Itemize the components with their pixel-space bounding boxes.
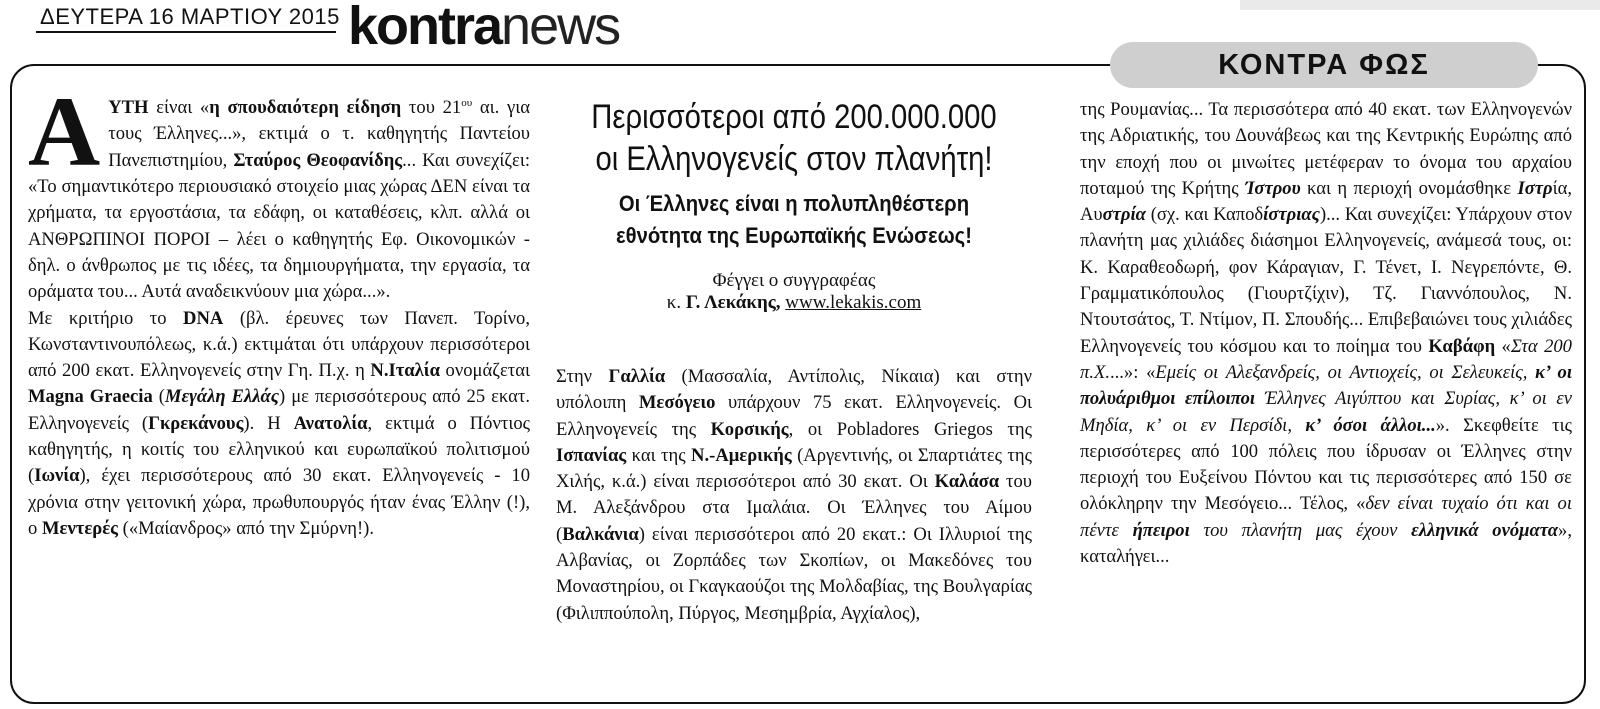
text-run: Ιστρ	[1517, 177, 1553, 199]
text-run: Με κριτήριο το	[28, 307, 184, 329]
issue-date: ΔΕΥΤΕΡΑ 16 ΜΑΡΤΙΟΥ 2015	[40, 4, 340, 29]
dropcap: Α	[28, 76, 101, 187]
author-name: Γ. Λεκάκης,	[685, 292, 781, 313]
byline-prefix: κ.	[666, 292, 682, 313]
text-run: Magna Graecia	[28, 386, 153, 408]
byline	[556, 270, 1032, 314]
text-run: κ’ όσοι άλλοι...	[1305, 414, 1436, 436]
text-run: ία, Αυ	[1080, 177, 1572, 226]
subhead-line: Οι Έλληνες είναι η πολυπληθέστερη	[618, 191, 970, 216]
text-run: του 21	[401, 97, 462, 119]
byline-line	[556, 292, 1032, 314]
text-run: και η περιοχή ονομάσθηκε	[1300, 177, 1518, 199]
text-run: ... Και συνεχίζει: «Το σημαντικότερο περιουσιακό στοιχείο μιας χώρας ΔΕΝ είναι τα χρήματα, τα εργοστάσια, τα εδάφη, οι καταθέσεις, κλπ. αλλά οι ΑΝΘΡΩΠΙΝΟΙ ΠΟΡΟΙ – λέει ο καθηγητής Εφ. Οικονομικών - δηλ. ο άνθρωπος με τις ιδέες, τα δημιουργήματα, την εργασία, τα οράματα του... Αυτά αναδεικνύουν μια χώρα...».	[28, 149, 530, 303]
text-run: αι. για τους Έλληνες...», εκτιμά ο τ. καθηγητής Παντείου Πανεπιστημίου,	[108, 97, 530, 171]
text-run: ). Η	[243, 412, 294, 434]
paragraph-2	[28, 306, 530, 543]
text-run: (σχ. και Καποδ	[1145, 204, 1264, 226]
text-run: )... Και συνεχίζει: Υπάρχουν στον πλανήτη μας χιλιάδες διάσημοι Ελληνογενείς, ανάμεσά τους, οι: Κ. Καραθεοδωρή, φον Κάραγιαν, Γ. Τένετ, Ι. Νεγρεπόντε, Θ. Γραμματικόπουλος (Γιουρτζίχιν), Τζ. Γιαννόπουλος, Ν. Ντουτσάτος, Τ. Ντίμον, Π. Σπουδής... Επιβεβαιώνει τους χιλιάδες Ελληνογενείς του κόσμου και το ποίημα του	[1080, 204, 1572, 357]
masthead-light: news	[501, 0, 620, 56]
text-run: ». Σκεφθείτε τις περισσότερες από 100 πόλεις που ίδρυσαν οι Έλληνες στην περιοχή του Ευξείνου Πόντου και τις περισσότερες από 150 σε ολόκληρην την Μεσόγειο... Τέλος, «	[1080, 414, 1572, 515]
masthead-bold: kontra	[348, 0, 502, 56]
headline-block	[556, 96, 1032, 314]
article-column-2	[556, 364, 1032, 627]
text-run: ...»: «	[1109, 361, 1156, 383]
paragraph-1	[28, 76, 530, 306]
text-run: Μεντερές	[41, 517, 119, 539]
text-run: κ’ οι πολυάριθμοι επίλοιποι	[1080, 361, 1572, 410]
subhead-line: εθνότητα της Ευρωπαϊκής Ενώσεως!	[616, 223, 972, 248]
text-run: », καταλήγει...	[1080, 519, 1572, 568]
superscript: ου	[461, 97, 473, 109]
text-run: υπάρχουν 75 εκατ. Ελληνογενείς. Οι Ελληνογενείς της	[556, 392, 1032, 440]
text-run: Εμείς οι Αλεξανδρείς, οι Αντιοχείς, οι Σελευκείς,	[1155, 361, 1536, 383]
text-run: («Μαίανδρος» από την Σμύρνη!).	[118, 517, 374, 539]
text-run: ) με περισσότερους από 25 εκατ. Ελληνογενείς (	[28, 386, 531, 434]
top-shade	[1240, 0, 1600, 10]
text-run: Ίστρου	[1245, 177, 1301, 199]
paragraph-3	[556, 364, 1032, 627]
text-run: (	[152, 386, 165, 408]
byline-line: Φέγγει ο συγγραφέας	[712, 270, 876, 291]
text-run: Κορσικής	[710, 418, 789, 440]
text-run: Στην	[556, 366, 609, 387]
text-run: Γαλλία	[608, 366, 666, 387]
article-column-3	[1080, 97, 1572, 570]
text-run: (Μασσαλία, Αντίπολις, Νίκαια) και στην υπόλοιπη	[556, 366, 1032, 414]
text-run: ), έχει περισσότερους από 30 εκατ. Ελληνογενείς - 10 χρόνια στην γειτονική χώρα, πρωθυπουργός ήταν ένας Έλλην (!), ο	[28, 465, 530, 539]
text-run: Σταύρος Θεοφανίδης	[233, 149, 403, 171]
text-run: της Ρουμανίας... Τα περισσότερα από 40 εκατ. των Ελληνογενών της Αδριατικής, του Δουνάβεως και της Κεντρικής Ευρώπης από την εποχή που οι μινωίτες μετέφεραν το όνομα του αρχαίου ποταμού της Κρήτης	[1080, 99, 1572, 199]
text-run: του Μ. Αλεξάνδρου στα Ιμαλάια. Οι Έλληνες του Αίμου (	[556, 471, 1032, 545]
text-run: δεν είναι τυχαίο ότι και οι πέντε	[1080, 493, 1572, 541]
text-run: Γκρεκάνους	[148, 412, 244, 434]
masthead-logo	[348, 0, 619, 58]
text-run: Ν.-Αμερικής	[691, 444, 792, 466]
text-run: (βλ. έρευνες των Πανεπ. Τορίνο, Κωνσταντινουπόλεως, κ.ά.) εκτιμάται ότι υπάρχουν περισσότεροι από 200 εκατ. Ελληνογενείς στην Γη. Π.χ. η	[28, 307, 531, 382]
subheadline	[575, 188, 1013, 252]
paragraph-4	[1080, 97, 1572, 570]
text-run: Καβάφη	[1428, 335, 1496, 357]
text-run: Στα 200 π.Χ.	[1080, 335, 1572, 383]
text-run: (Αργεντινής, οι Σπαρτιάτες της Χιλής, κ.ά.) είναι περισσότεροι από 30 εκατ. Οι	[556, 444, 1032, 493]
text-run: είναι «	[148, 97, 210, 119]
text-run: , εκτιμά ο Πόντιος καθηγητής, η κοιτίς του ελληνικού και ευρωπαϊκού πολιτισμού (	[28, 412, 530, 487]
text-run: Βαλκάνια	[562, 523, 639, 545]
text-run: «	[1495, 335, 1511, 357]
text-run: Καλάσα	[934, 471, 1000, 493]
text-run: Ανατολία	[293, 412, 368, 434]
author-website-link[interactable]: www.lekakis.com	[785, 292, 922, 313]
article-column-1	[28, 76, 531, 542]
text-run: ονομάζεται	[439, 360, 530, 382]
text-run: στρία	[1102, 204, 1146, 226]
text-run: , οι Pobladores Griegos της	[788, 418, 1032, 440]
text-run: Μεσόγειο	[638, 392, 716, 414]
text-run: ήπειροι	[1132, 519, 1190, 541]
text-run: και της	[626, 444, 692, 466]
date-rule	[36, 31, 336, 33]
text-run: Ιωνία	[34, 465, 80, 487]
text-run: ίστριας	[1263, 204, 1320, 226]
text-run: ΥΤΗ	[108, 97, 149, 119]
text-run: του πλανήτη μας έχουν	[1189, 519, 1412, 541]
section-tab: ΚΟΝΤΡΑ ΦΩΣ	[1110, 42, 1538, 88]
text-run: ) είναι περισσότεροι από 20 εκατ.: Οι Ιλλυριοί της Αλβανίας, οι Ζορπάδες των Σκοπίων, οι Μακεδόνες του Μοναστηρίου, οι Γκαγκαούζοι της Μολδαβίας, της Βουλγαρίας (Φιλιππούπολη, Πύργος, Μεσημβρία, Αγχίαλος),	[556, 523, 1032, 624]
text-run: Μεγάλη Ελλάς	[164, 386, 280, 408]
text-run: Ν.Ιταλία	[370, 360, 440, 382]
headline-line: οι Ελληνογενείς στον πλανήτη!	[595, 140, 993, 178]
headline	[589, 96, 998, 180]
text-run: Έλληνες Αιγύπτου και Συρίας, κ’ οι εν Μηδία, κ’ οι εν Περσίδι,	[1080, 388, 1572, 436]
text-run: DNA	[183, 307, 224, 329]
text-run: η σπουδαιότερη είδηση	[209, 97, 402, 119]
text-run: Ισπανίας	[556, 444, 627, 466]
headline-line: Περισσότεροι από 200.000.000	[591, 98, 997, 136]
text-run: ελληνικά ονόματα	[1411, 519, 1559, 541]
